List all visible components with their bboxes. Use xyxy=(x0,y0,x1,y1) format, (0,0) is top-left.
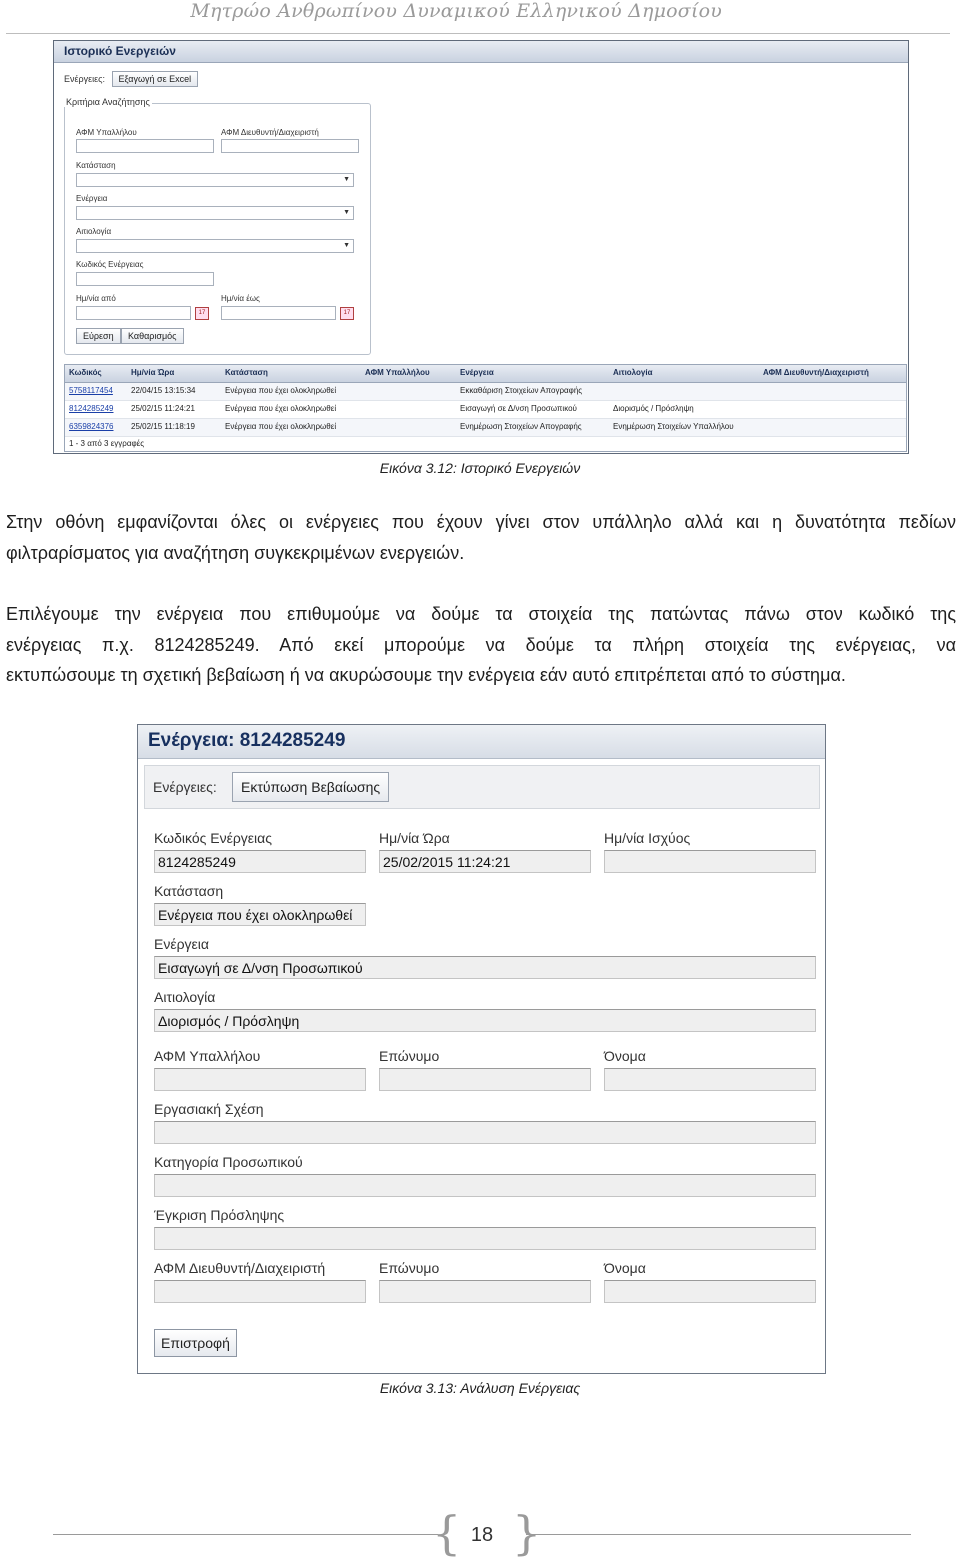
column-header[interactable]: Κωδικός xyxy=(69,368,102,377)
right-brace-icon: } xyxy=(512,1506,542,1560)
staff-category-label: Κατηγορία Προσωπικού xyxy=(154,1154,303,1170)
table-row xyxy=(65,383,906,401)
afm-employee-field xyxy=(154,1068,366,1091)
chevron-down-icon: ▼ xyxy=(343,176,350,183)
table-row xyxy=(65,419,906,437)
surname-field xyxy=(379,1068,591,1091)
director-name-label: Όνομα xyxy=(604,1260,646,1276)
history-toolbar xyxy=(64,71,198,87)
table-cell: Ενέργεια που έχει ολοκληρωθεί xyxy=(225,386,337,395)
work-relation-label: Εργασιακή Σχέση xyxy=(154,1101,264,1117)
action-label: Ενέργεια xyxy=(154,936,209,952)
page-number: 18 xyxy=(470,1524,494,1546)
print-certificate-button[interactable]: Εκτύπωση Βεβαίωσης xyxy=(232,772,389,802)
table-cell: 25/02/15 11:18:19 xyxy=(131,422,195,431)
afm-employee-input[interactable] xyxy=(76,139,214,153)
status-label: Κατάσταση xyxy=(154,883,224,899)
reason-label: Αιτιολογία xyxy=(154,989,216,1005)
table-cell: Ενημέρωση Στοιχείων Απογραφής xyxy=(460,422,582,431)
date-from-label: Ημ/νία από xyxy=(76,294,116,303)
hire-approval-field xyxy=(154,1227,816,1250)
action-code-field: 8124285249 xyxy=(154,850,366,873)
calendar-icon[interactable]: 17 xyxy=(340,307,354,320)
action-code-link[interactable]: 6359824376 xyxy=(69,422,114,431)
valid-date-field xyxy=(604,850,816,873)
afm-employee-label: ΑΦΜ Υπαλλήλου xyxy=(76,128,137,137)
reason-select[interactable] xyxy=(76,239,354,253)
history-table xyxy=(64,364,907,452)
history-toolbar-label: Ενέργειες: xyxy=(64,74,105,84)
action-code-input[interactable] xyxy=(76,272,214,286)
staff-category-field xyxy=(154,1174,816,1197)
left-brace-icon: { xyxy=(432,1506,462,1560)
status-select[interactable] xyxy=(76,173,354,187)
paragraph-line: Στην οθόνη εμφανίζονται όλες οι ενέργειες που έχουν γίνει στον υπάλληλο αλλά και η δυνατότητα πεδίων xyxy=(6,512,956,532)
export-excel-button[interactable]: Εξαγωγή σε Excel xyxy=(112,71,199,87)
action-code-link[interactable]: 5758117454 xyxy=(69,386,113,395)
search-button[interactable]: Εύρεση xyxy=(76,328,121,344)
footer-rule-left xyxy=(53,1534,438,1535)
afm-employee-label: ΑΦΜ Υπαλλήλου xyxy=(154,1048,261,1064)
history-screenshot xyxy=(53,40,909,454)
table-cell: Ενημέρωση Στοιχείων Υπαλλήλου xyxy=(613,422,734,431)
action-detail-screenshot xyxy=(137,724,826,1374)
paragraph-line: ενέργειας π.χ. 8124285249. Από εκεί μπορούμε να δούμε τα πλήρη στοιχεία της ενέργειας, να xyxy=(6,634,956,655)
name-label: Όνομα xyxy=(604,1048,646,1064)
action-select[interactable] xyxy=(76,206,354,220)
name-field xyxy=(604,1068,816,1091)
action-code-link[interactable]: 8124285249 xyxy=(69,404,114,413)
status-label: Κατάσταση xyxy=(76,161,116,170)
header-rule xyxy=(6,33,950,34)
paragraph xyxy=(6,507,956,568)
chevron-down-icon: ▼ xyxy=(343,242,350,249)
figure-caption: Εικόνα 3.13: Ανάλυση Ενέργειας xyxy=(379,1380,581,1396)
table-cell: 22/04/15 13:15:34 xyxy=(131,386,196,395)
table-body xyxy=(65,383,906,437)
table-cell: Ενέργεια που έχει ολοκληρωθεί xyxy=(225,422,337,431)
table-cell: Εισαγωγή σε Δ/νση Προσωπικού xyxy=(460,404,577,413)
hire-approval-label: Έγκριση Πρόσληψης xyxy=(154,1207,285,1223)
figure-caption: Εικόνα 3.12: Ιστορικό Ενεργειών xyxy=(379,460,581,476)
column-header[interactable]: Αιτιολογία xyxy=(613,368,653,377)
calendar-icon[interactable]: 17 xyxy=(195,307,209,320)
date-to-label: Ημ/νία έως xyxy=(221,294,260,303)
date-to-input[interactable] xyxy=(221,306,336,320)
action-toolbar-label: Ενέργειες: xyxy=(153,779,217,795)
afm-director-field xyxy=(154,1280,366,1303)
action-label: Ενέργεια xyxy=(76,194,108,203)
paragraph-line: εκτυπώσουμε τη σχετική βεβαίωση ή να ακυρώσουμε την ενέργεια εάν αυτό επιτρέπεται από το σύστημα. xyxy=(6,665,846,685)
table-cell: 25/02/15 11:24:21 xyxy=(131,404,195,413)
datetime-label: Ημ/νία Ώρα xyxy=(379,830,450,846)
afm-director-input[interactable] xyxy=(221,139,359,153)
search-criteria-legend: Κριτήρια Αναζήτησης xyxy=(66,97,150,107)
work-relation-field xyxy=(154,1121,816,1144)
action-code-label: Κωδικός Ενέργειας xyxy=(154,830,272,846)
surname-label: Επώνυμο xyxy=(379,1048,440,1064)
chevron-down-icon: ▼ xyxy=(343,209,350,216)
clear-button[interactable]: Καθαρισμός xyxy=(121,328,184,344)
table-footer: 1 - 3 από 3 εγγραφές xyxy=(69,439,145,448)
reason-field: Διορισμός / Πρόσληψη xyxy=(154,1009,816,1032)
status-field: Ενέργεια που έχει ολοκληρωθεί xyxy=(154,903,366,926)
footer-rule-right xyxy=(526,1534,911,1535)
column-header[interactable]: ΑΦΜ Υπαλλήλου xyxy=(365,368,430,377)
history-title: Ιστορικό Ενεργειών xyxy=(54,41,908,63)
table-header xyxy=(65,365,906,383)
table-cell: Ενέργεια που έχει ολοκληρωθεί xyxy=(225,404,337,413)
afm-director-label: ΑΦΜ Διευθυντή/Διαχειριστή xyxy=(221,128,319,137)
paragraph-line: Επιλέγουμε την ενέργεια που επιθυμούμε να δούμε τα στοιχεία της πατώντας πάνω στον κωδικό της xyxy=(6,604,956,624)
table-cell: Διορισμός / Πρόσληψη xyxy=(613,404,694,413)
action-toolbar xyxy=(144,765,820,809)
action-code-label: Κωδικός Ενέργειας xyxy=(76,260,144,269)
column-header[interactable]: Κατάσταση xyxy=(225,368,268,377)
afm-director-label: ΑΦΜ Διευθυντή/Διαχειριστή xyxy=(154,1260,326,1276)
action-field: Εισαγωγή σε Δ/νση Προσωπικού xyxy=(154,956,816,979)
running-header: Μητρώο Ανθρωπίνου Δυναμικού Ελληνικού Δημοσίου xyxy=(190,0,722,22)
table-cell: Εκκαθάριση Στοιχείων Απογραφής xyxy=(460,386,583,395)
back-button[interactable]: Επιστροφή xyxy=(154,1329,237,1357)
reason-label: Αιτιολογία xyxy=(76,227,112,236)
date-from-input[interactable] xyxy=(76,306,191,320)
action-detail-title: Ενέργεια: 8124285249 xyxy=(138,725,825,759)
valid-date-label: Ημ/νία Ισχύος xyxy=(604,830,691,846)
column-header[interactable]: ΑΦΜ Διευθυντή/Διαχειριστή xyxy=(763,368,869,377)
director-surname-field xyxy=(379,1280,591,1303)
paragraph xyxy=(6,599,956,691)
column-header[interactable]: Ενέργεια xyxy=(460,368,494,377)
director-surname-label: Επώνυμο xyxy=(379,1260,440,1276)
director-name-field xyxy=(604,1280,816,1303)
paragraph-line: φιλτραρίσματος για αναζήτηση συγκεκριμένων ενεργειών. xyxy=(6,542,465,563)
column-header[interactable]: Ημ/νία Ώρα xyxy=(131,368,175,377)
datetime-field: 25/02/2015 11:24:21 xyxy=(379,850,591,873)
table-row xyxy=(65,401,906,419)
